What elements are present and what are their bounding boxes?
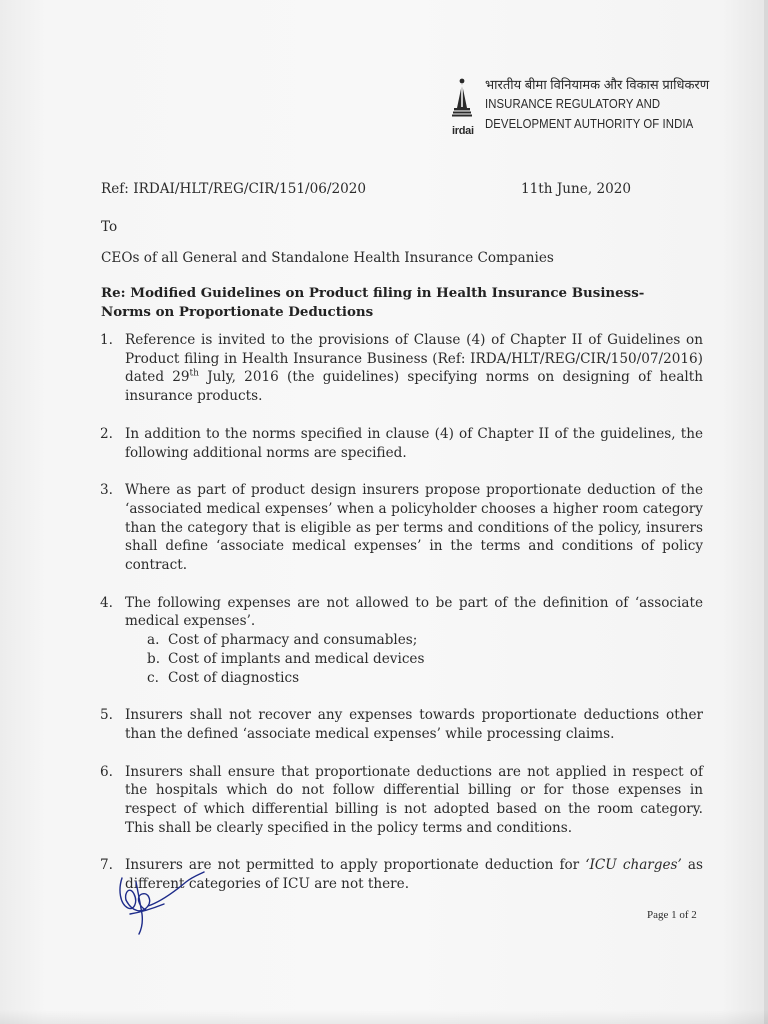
subclause-text: Cost of diagnostics: [168, 669, 300, 686]
clause-item: [100, 706, 703, 743]
subclause-letter: a.: [147, 632, 160, 649]
clause-text: Where as part of product design insurers propose proportionate deduction of the ‘associated medical expenses’ when a policyholder chooses a higher room category than the category that is eligible as per terms and conditions of the policy, insurers shall define ‘associate medical expenses’ in the terms and conditions of policy contract.: [125, 482, 703, 574]
clause-list: [100, 331, 703, 913]
subject-line1: Re: Modified Guidelines on Product filing in Health Insurance Business-: [101, 285, 645, 301]
signature-image: [112, 868, 222, 938]
subclause-item: [125, 631, 703, 650]
subclause-item: [125, 669, 703, 688]
clause-text: Insurers shall ensure that proportionate deductions are not applied in respect of the hospitals which do not follow differential billing or for those expenses in respect of which differential billing is not adopted based on the room category. This shall be clearly specified in the policy terms and conditions.: [125, 763, 703, 836]
clause-item: [100, 331, 703, 406]
clause-text: The following expenses are not allowed to be part of the definition of ‘associate medical expenses’.: [125, 594, 703, 630]
clause-emphasis: ‘ICU charges’: [585, 857, 682, 874]
page-number: Page 1 of 2: [647, 909, 697, 921]
subclause-item: [125, 650, 703, 669]
clause-text-cont: July, 2016 (the guidelines) specifying norms on designing of health insurance products.: [125, 369, 703, 405]
clause-number: 7.: [100, 857, 113, 874]
clause-text: In addition to the norms specified in clause (4) of Chapter II of the guidelines, the following additional norms are specified.: [125, 425, 703, 461]
letterhead: [452, 74, 752, 140]
clause-number: 3.: [100, 482, 113, 499]
letterhead-hindi-name: भारतीय बीमा विनियामक और विकास प्राधिकरण: [485, 77, 710, 92]
subclause-text: Cost of pharmacy and consumables;: [168, 632, 418, 649]
clause-number: 6.: [100, 763, 113, 780]
subclause-text: Cost of implants and medical devices: [168, 650, 425, 667]
subject-line2: Norms on Proportionate Deductions: [101, 304, 374, 320]
clause-number: 2.: [100, 425, 113, 442]
letterhead-english-line2: DEVELOPMENT AUTHORITY OF INDIA: [485, 116, 694, 131]
clause-superscript: th: [189, 368, 199, 379]
clause-number: 4.: [100, 594, 113, 611]
subclause-letter: b.: [147, 650, 161, 667]
clause-text: Reference is invited to the provisions of Clause (4) of Chapter II of Guidelines on Product filing in Health Insurance Business (Ref: IRDA/HLT/REG/CIR/150/07/2016) dated 29: [125, 332, 703, 386]
reference-number: Ref: IRDAI/HLT/REG/CIR/151/06/2020: [101, 181, 367, 197]
clause-item: [100, 481, 703, 575]
clause-text: Insurers are not permitted to apply proportionate deduction for: [125, 857, 586, 874]
clause-text: Insurers shall not recover any expenses towards proportionate deductions other than the defined ‘associate medical expenses’ while processing claims.: [125, 707, 703, 742]
clause-number: 5.: [100, 707, 113, 724]
clause-item: [100, 594, 703, 688]
subject: [101, 284, 701, 322]
clause-item: [100, 425, 703, 462]
clause-number: 1.: [100, 332, 113, 348]
page-edge: [764, 0, 768, 1024]
addressee: CEOs of all General and Standalone Health Insurance Companies: [101, 250, 554, 266]
clause-text-cont: as different categories of ICU are not there.: [125, 857, 703, 893]
subclause-letter: c.: [147, 669, 159, 686]
letterhead-text: [485, 76, 727, 134]
irdai-logo-icon: [452, 76, 482, 138]
page-shadow: [0, 1010, 768, 1024]
salutation-to: To: [101, 219, 118, 235]
clause-item: [100, 763, 703, 838]
letterhead-english-line1: INSURANCE REGULATORY AND: [485, 96, 661, 111]
logo-wordmark: irdai: [452, 125, 474, 137]
letter-date: 11th June, 2020: [521, 181, 632, 197]
